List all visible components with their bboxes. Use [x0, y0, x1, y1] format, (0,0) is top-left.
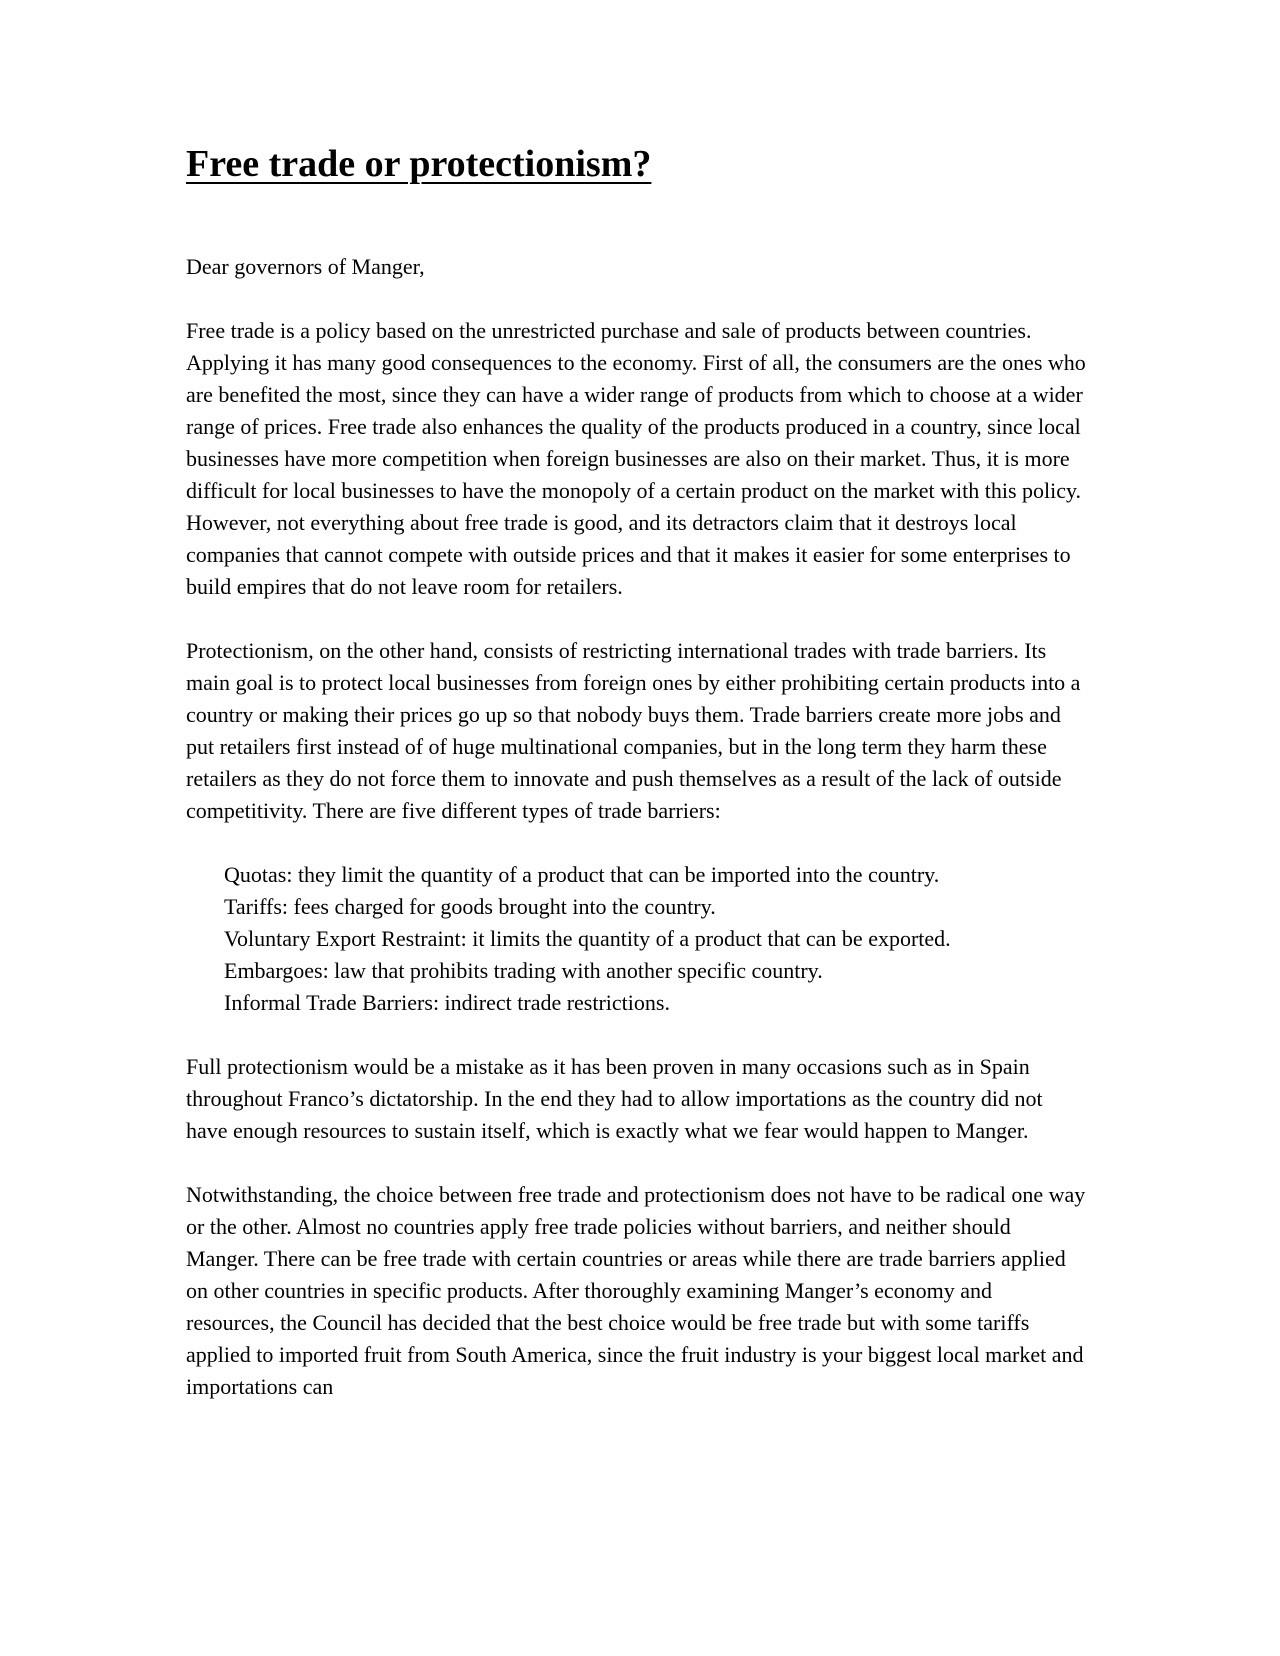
paragraph-full-protectionism: Full protectionism would be a mistake as it has been proven in many occasions such as in Spain throughout Franco’s dictatorship. In the end they had to allow importations as the country did not have enough resources to sustain itself, which is exactly what we fear would happen to Manger. — [186, 1054, 1043, 1143]
paragraph-notwithstanding: Notwithstanding, the choice between free trade and protectionism does not have to be radical one way or the other. Almost no countries apply free trade policies without barriers, and neither should Manger. There can be free trade with certain countries or areas while there are trade barriers applied on other countries in specific products. After thoroughly examining Manger’s economy and resources, the Council has decided that the best choice would be free trade but with some tariffs applied to imported fruit from South America, since the fruit industry is your biggest local market and importations can — [186, 1182, 1086, 1399]
list-item-quotas: Quotas: they limit the quantity of a product that can be imported into the country. — [224, 862, 940, 887]
document-page — [186, 140, 1086, 1403]
list-item-embargoes: Embargoes: law that prohibits trading with another specific country. — [224, 958, 823, 983]
list-item-tariffs: Tariffs: fees charged for goods brought into the country. — [224, 894, 716, 919]
paragraph-free-trade: Free trade is a policy based on the unrestricted purchase and sale of products between countries. Applying it has many good consequences to the economy. First of all, the consumers are the ones who are benefited the most, since they can have a wider range of products from which to choose at a wider range of prices. Free trade also enhances the quality of the products produced in a country, since local businesses have more competition when foreign businesses are also on their market. Thus, it is more difficult for local businesses to have the monopoly of a certain product on the market with this policy. However, not everything about free trade is good, and its detractors claim that it destroys local companies that cannot compete with outside prices and that it makes it easier for some enterprises to build empires that do not leave room for retailers. — [186, 318, 1086, 599]
paragraph-protectionism: Protectionism, on the other hand, consists of restricting international trades with trade barriers. Its main goal is to protect local businesses from foreign ones by either prohibiting certain products into a country or making their prices go up so that nobody buys them. Trade barriers create more jobs and put retailers first instead of of huge multinational companies, but in the long term they harm these retailers as they do not force them to innovate and push themselves as a result of the lack of outside competitivity. There are five different types of trade barriers: — [186, 638, 1081, 823]
trade-barriers-list — [186, 859, 1086, 1019]
salutation: Dear governors of Manger, — [186, 254, 425, 279]
list-item-voluntary-export-restraint: Voluntary Export Restraint: it limits the quantity of a product that can be exported. — [224, 926, 951, 951]
document-title: Free trade or protectionism? — [186, 143, 652, 185]
list-item-informal-trade-barriers: Informal Trade Barriers: indirect trade restrictions. — [224, 990, 670, 1015]
